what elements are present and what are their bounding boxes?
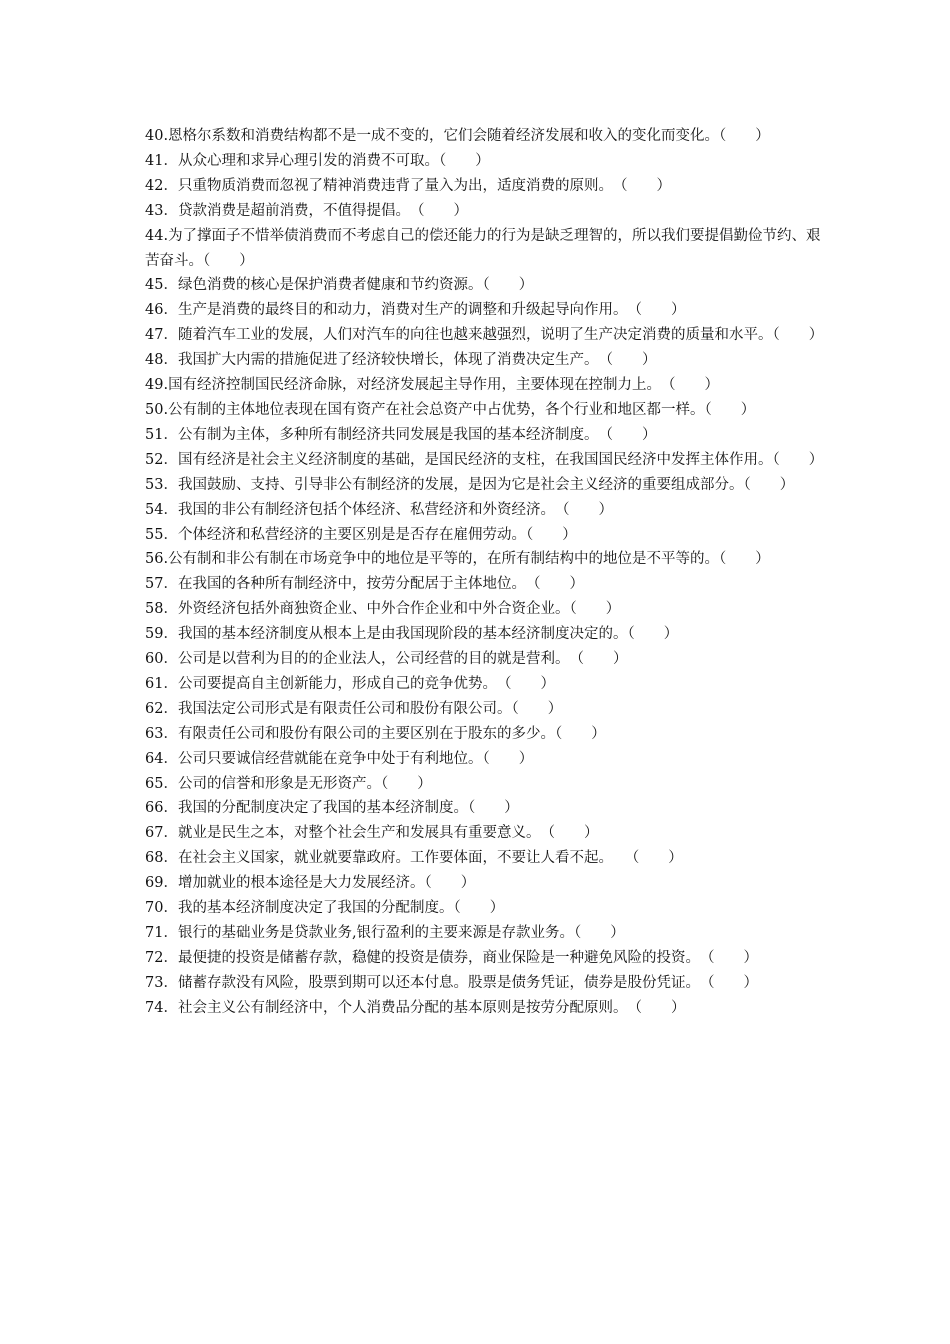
question-number: 44. <box>145 227 169 244</box>
question-number: 43． <box>145 202 178 219</box>
question-text: 我国的非公有制经济包括个体经济、私营经济和外资经济。 （ ） <box>177 501 613 518</box>
question-number: 49. <box>145 377 169 394</box>
question-49 <box>145 373 825 398</box>
question-59 <box>145 622 825 647</box>
question-number: 64． <box>145 750 178 767</box>
question-number: 47． <box>145 327 178 344</box>
question-text: 我的基本经济制度决定了我国的分配制度。（ ） <box>177 900 505 917</box>
question-number: 48． <box>145 352 178 369</box>
question-text: 生产是消费的最终目的和动力，消费对生产的调整和升级起导向作用。 （ ） <box>177 302 686 319</box>
question-text: 贷款消费是超前消费，不值得提倡。 （ ） <box>177 202 468 219</box>
question-number: 60． <box>145 651 178 668</box>
question-text: 有限责任公司和股份有限公司的主要区别在于股东的多少。（ ） <box>177 725 606 742</box>
question-number: 55． <box>145 526 178 543</box>
question-text: 在社会主义国家，就业就要靠政府。工作要体面，不要让人看不起。 （ ） <box>177 850 683 867</box>
question-text: 为了撑面子不惜举债消费而不考虑自己的偿还能力的行为是缺乏理智的，所以我们要提倡勤俭节约、艰苦奋斗。（ ） <box>145 227 821 269</box>
question-text: 我国的基本经济制度从根本上是由我国现阶段的基本经济制度决定的。（ ） <box>177 626 679 643</box>
question-48 <box>145 348 825 373</box>
question-text: 恩格尔系数和消费结构都不是一成不变的，它们会随着经济发展和收入的变化而变化。（ ） <box>168 128 770 144</box>
question-number: 42． <box>145 177 178 194</box>
question-number: 65． <box>145 775 178 792</box>
question-69 <box>145 871 825 896</box>
question-number: 72． <box>145 949 178 966</box>
question-47 <box>145 323 825 348</box>
question-66 <box>145 796 825 821</box>
question-number: 69． <box>145 875 178 892</box>
question-number: 73． <box>145 974 178 991</box>
question-number: 45． <box>145 277 178 294</box>
question-54 <box>145 498 825 523</box>
question-56 <box>145 547 825 572</box>
question-62 <box>145 697 825 722</box>
question-number: 56. <box>145 551 169 568</box>
question-51 <box>145 423 825 448</box>
question-number: 52． <box>145 451 178 468</box>
question-41 <box>145 149 825 174</box>
question-text: 公司的信誉和形象是无形资产。（ ） <box>177 775 432 792</box>
question-text: 最便捷的投资是储蓄存款，稳健的投资是债券，商业保险是一种避免风险的投资。 （ ） <box>177 949 758 966</box>
question-number: 61． <box>145 675 178 692</box>
question-number: 59． <box>145 626 178 643</box>
question-60 <box>145 647 825 672</box>
question-65 <box>145 772 825 797</box>
question-text: 我国的分配制度决定了我国的基本经济制度。（ ） <box>177 800 519 817</box>
question-text: 我国鼓励、支持、引导非公有制经济的发展，是因为它是社会主义经济的重要组成部分。（ ） <box>177 476 795 493</box>
question-text: 就业是民生之本，对整个社会生产和发展具有重要意义。 （ ） <box>177 825 599 842</box>
question-number: 66． <box>145 800 178 817</box>
question-text: 公司是以营利为目的的企业法人，公司经营的目的就是营利。 （ ） <box>177 651 628 668</box>
question-number: 71． <box>145 925 178 941</box>
question-number: 62． <box>145 700 178 717</box>
question-73 <box>145 971 825 996</box>
question-45 <box>145 273 825 298</box>
question-63 <box>145 722 825 747</box>
question-74 <box>145 996 825 1021</box>
question-68 <box>145 846 825 871</box>
question-text: 公有制和非公有制在市场竞争中的地位是平等的，在所有制结构中的地位是不平等的。（ ） <box>168 551 770 568</box>
question-text: 只重物质消费而忽视了精神消费违背了量入为出，适度消费的原则。 （ ） <box>177 177 671 194</box>
question-text: 银行的基础业务是贷款业务,银行盈利的主要来源是存款业务。（ ） <box>177 925 625 941</box>
question-64 <box>145 747 825 772</box>
question-text: 我国法定公司形式是有限责任公司和股份有限公司。（ ） <box>177 700 563 717</box>
question-42 <box>145 174 825 199</box>
question-text: 个体经济和私营经济的主要区别是是否存在雇佣劳动。（ ） <box>177 526 577 543</box>
question-text: 公有制的主体地位表现在国有资产在社会总资产中占优势，各个行业和地区都一样。（ ） <box>168 401 756 418</box>
question-number: 68． <box>145 850 178 867</box>
question-44 <box>145 224 825 274</box>
question-text: 我国扩大内需的措施促进了经济较快增长，体现了消费决定生产。 （ ） <box>177 352 657 369</box>
question-number: 54． <box>145 501 178 518</box>
question-text: 储蓄存款没有风险，股票到期可以还本付息。股票是债务凭证，债券是股份凭证。 （ ） <box>177 974 758 991</box>
question-55 <box>145 523 825 548</box>
question-number: 74． <box>145 999 178 1016</box>
question-text: 国有经济是社会主义经济制度的基础，是国民经济的支柱，在我国国民经济中发挥主体作用。（ ） <box>177 451 824 468</box>
question-72 <box>145 946 825 971</box>
question-text: 增加就业的根本途径是大力发展经济。（ ） <box>177 875 476 892</box>
question-40 <box>145 124 825 149</box>
question-46 <box>145 298 825 323</box>
question-text: 社会主义公有制经济中，个人消费品分配的基本原则是按劳分配原则。 （ ） <box>177 999 686 1016</box>
question-58 <box>145 597 825 622</box>
question-67 <box>145 821 825 846</box>
question-text: 公司只要诚信经营就能在竞争中处于有利地位。（ ） <box>177 750 534 767</box>
question-number: 57． <box>145 576 178 593</box>
question-number: 67． <box>145 825 178 842</box>
question-53 <box>145 473 825 498</box>
question-number: 53． <box>145 476 178 493</box>
question-71 <box>145 921 825 946</box>
question-number: 50. <box>145 401 169 418</box>
question-text: 外资经济包括外商独资企业、中外合作企业和中外合资企业。（ ） <box>177 601 621 618</box>
question-61 <box>145 672 825 697</box>
question-text: 公有制为主体，多种所有制经济共同发展是我国的基本经济制度。 （ ） <box>177 426 657 443</box>
question-number: 70． <box>145 900 178 917</box>
question-text: 在我国的各种所有制经济中，按劳分配居于主体地位。 （ ） <box>177 576 584 593</box>
question-text: 绿色消费的核心是保护消费者健康和节约资源。（ ） <box>177 277 534 294</box>
question-text: 随着汽车工业的发展，人们对汽车的向往也越来越强烈，说明了生产决定消费的质量和水平。（ ） <box>177 327 824 344</box>
question-number: 41． <box>145 152 178 169</box>
question-52 <box>145 448 825 473</box>
question-text: 国有经济控制国民经济命脉，对经济发展起主导作用，主要体现在控制力上。 （ ） <box>168 377 720 394</box>
question-number: 51． <box>145 426 178 443</box>
document-page <box>145 124 825 1021</box>
question-text: 从众心理和求异心理引发的消费不可取。（ ） <box>177 152 490 169</box>
question-number: 40. <box>145 128 169 144</box>
question-number: 58． <box>145 601 178 618</box>
question-number: 63． <box>145 725 178 742</box>
question-70 <box>145 896 825 921</box>
question-number: 46． <box>145 302 178 319</box>
question-43 <box>145 199 825 224</box>
question-text: 公司要提高自主创新能力，形成自己的竞争优势。 （ ） <box>177 675 555 692</box>
question-57 <box>145 572 825 597</box>
question-50 <box>145 398 825 423</box>
